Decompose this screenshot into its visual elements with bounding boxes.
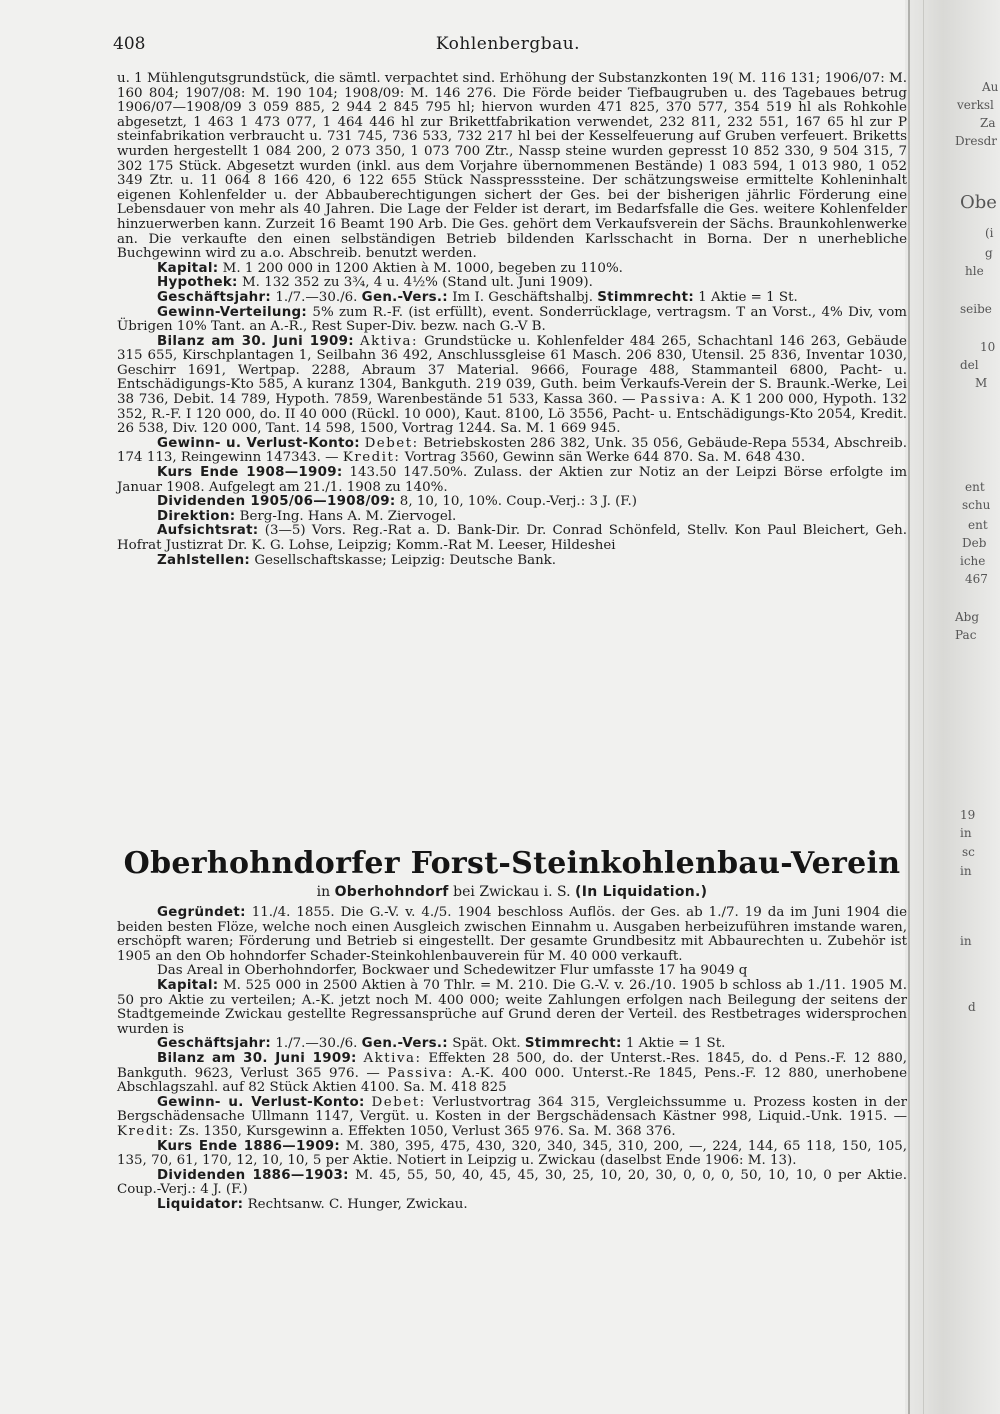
geschaeftsjahr-label: Geschäftsjahr: xyxy=(157,289,272,305)
liquidation-status: (In Liquidation.) xyxy=(575,884,708,900)
margin-fragment: del xyxy=(960,358,979,372)
aufsichtsrat-text: (3—5) Vors. Reg.-Rat a. D. Bank-Dir. Dr. Conrad Schönfeld, Stellv. Kon Paul Bleichert, Geh. Hofrat Justizrat Dr. K. G. Lohse, Leipzig; Komm.-Rat M. Leeser, Hildeshei xyxy=(117,523,907,553)
hypothek-text: M. 132 352 zu 3¾, 4 u. 4½% (Stand ult. Juni 1909). xyxy=(241,275,593,291)
passiva-label: Passiva: xyxy=(640,392,707,408)
passiva-text-2: A.-K. 400 000. Unterst.-Re 1845, Pens.-F. 12 880, unerhobene Abschlagszahl. auf 82 Stück Aktien 4100. Sa. M. 418 825 xyxy=(117,1065,907,1096)
stimmrecht-text-2: 1 Aktie = 1 St. xyxy=(625,1036,726,1052)
bilanz-line-2 xyxy=(117,1052,907,1096)
kurs-label: Kurs Ende 1908—1909: xyxy=(157,465,343,481)
margin-fragment: 10 xyxy=(980,340,996,354)
stimmrecht-label-2: Stimmrecht: xyxy=(524,1036,622,1052)
passiva-text: A. K 1 200 000, Hypoth. 132 352, R.-F. I 120 000, do. II 40 000 (Rückl. 10 000), Kaut. 8100, Lö 3556, Pacht- u. Entschädigungs-Kto 2054, Kredit. 26 538, Div. 120 000, Tant. 14 598, 1500, Vortrag 1244. Sa. M. 1 669 945. xyxy=(117,392,908,437)
kredit-label-2: Kredit: xyxy=(117,1123,175,1139)
aktiva-label: Aktiva: xyxy=(360,333,419,349)
margin-fragment: g xyxy=(985,246,993,260)
dividenden-text-2: M. 45, 55, 50, 40, 45, 45, 30, 25, 10, 20, 30, 0, 0, 0, 50, 10, 10, 0 per Aktie. Coup.-Verj.: 4 J. (F.) xyxy=(117,1167,907,1198)
margin-fragment: Za xyxy=(980,116,996,130)
dividenden-line xyxy=(117,495,907,510)
kredit-text: Vortrag 3560, Gewinn sän Werke 644 870. Sa. M. 648 430. xyxy=(404,450,806,466)
gewinn-verteilung-line xyxy=(117,306,907,335)
guv-line xyxy=(117,437,907,466)
stimmrecht-text: 1 Aktie = 1 St. xyxy=(698,289,798,305)
gewinn-verteilung-label: Gewinn-Verteilung: xyxy=(157,304,308,320)
kapital-line xyxy=(117,262,907,277)
passiva-label-2: Passiva: xyxy=(387,1065,454,1081)
kurs-text-2: M. 380, 395, 475, 430, 320, 340, 345, 310, 200, —, 224, 144, 65 118, 150, 105, 135, 70, 61, 170, 12, 10, 10, 5 per Aktie. Notiert in Leipzig u. Zwickau (daselbst Ende 1906: M. 13). xyxy=(117,1138,908,1169)
binding-shadow-secondary xyxy=(923,0,924,1414)
kapital-line-2 xyxy=(117,979,907,1037)
margin-fragment: hle xyxy=(965,264,984,278)
zahlstellen-label: Zahlstellen: xyxy=(157,552,251,568)
direktion-text: Berg-Ing. Hans A. M. Ziervogel. xyxy=(239,508,457,524)
dividenden-label: Dividenden 1905/06—1908/09: xyxy=(157,494,396,510)
liquidator-label: Liquidator: xyxy=(157,1196,244,1212)
margin-fragment: M xyxy=(975,376,988,390)
company-title: Oberhohndorfer Forst-Steinkohlenbau-Verein xyxy=(123,846,901,881)
bilanz-label: Bilanz am 30. Juni 1909: xyxy=(157,333,354,349)
stimmrecht-label: Stimmrecht: xyxy=(597,289,694,305)
kredit-text-2: Zs. 1350, Kursgewinn a. Effekten 1050, Verlust 365 976. Sa. M. 368 376. xyxy=(178,1123,676,1139)
margin-fragment: in xyxy=(960,864,972,878)
guv-line-2 xyxy=(117,1096,907,1140)
margin-fragment: 19 xyxy=(960,808,976,822)
margin-fragment: sc xyxy=(962,845,975,859)
subtitle-place: Oberhohndorf xyxy=(334,884,449,900)
subtitle-mid: bei Zwickau i. S. xyxy=(453,884,571,900)
direktion-line xyxy=(117,510,907,525)
running-title: Kohlenbergbau. xyxy=(435,34,581,54)
gegruendet-text: 11./4. 1855. Die G.-V. v. 4./5. 1904 beschloss Auflös. der Ges. ab 1./7. 19 da im Juni 1904 die beiden besten Flöze, welche noch einen Ausgleich zwischen Einnahm u. Ausgaben herbeizuführen imstande waren, erschöpft waren; Förderung und Betrieb si eingestellt. Der gesamte Grundbesitz mit Abbaurechten u. Zubehör ist 1905 an den Ob hohndorfer Schader-Steinkohlenbauverein für M. 40 000 verkauft. xyxy=(117,905,907,964)
bilanz-line xyxy=(117,335,907,437)
margin-fragment: in xyxy=(960,826,972,840)
margin-fragment: Au xyxy=(982,80,999,94)
kurs-text: 143.50 147.50%. Zulass. der Aktien zur Notiz an der Leipzi Börse erfolgte im Januar 1908. Aufgelegt am 21./1. 1908 zu 140%. xyxy=(117,465,908,495)
margin-fragment: verksl xyxy=(957,98,994,112)
kurs-label-2: Kurs Ende 1886—1909: xyxy=(157,1138,341,1154)
margin-fragment: seibe xyxy=(960,302,992,316)
gen-vers-label: Gen.-Vers.: xyxy=(361,289,448,305)
kapital-label-2: Kapital: xyxy=(157,977,219,993)
margin-fragment: 467 xyxy=(965,572,988,586)
guv-label: Gewinn- u. Verlust-Konto: xyxy=(157,435,360,451)
entry-intro: u. 1 Mühlengutsgrundstück, die sämtl. verpachtet sind. Erhöhung der Substanzkonten 19( M. 116 131; 1906/07: M. 160 804; 1907/08: M. 190 104; 1908/09: M. 146 276. Die Förde beider Tiefbaugruben u. des Tagebaues betrug 1906/07—1908/09 3 059 885, 2 944 2 845 795 hl; hiervon wurden 471 825, 370 577, 354 519 hl als Rohkohle abgesetzt, 1 463 1 473 077, 1 464 446 hl zur Brikettfabrikation verwendet, 232 811, 232 551, 167 65 hl zur P steinfabrikation verbraucht u. 731 745, 736 533, 732 217 hl bei der Kesselfeuerung auf Gruben verfeuert. Briketts wurden hergestellt 1 084 200, 2 073 350, 1 073 700 Ztr., Nassp steine wurden gepresst 10 852 330, 9 504 315, 7 302 175 Stück. Abgesetzt wurden (inkl. aus dem Vorjahre übernommenen Bestände) 1 083 594, 1 013 980, 1 052 349 Ztr. u. 11 064 8 166 420, 6 122 655 Stück Nasspresssteine. Der schätzungsweise ermittelte Kohleninhalt eigenen Kohlenfelder u. der Abbauberechtigungen sichert der Ges. bei der bisherigen jährlic Förderung eine Lebensdauer von mehr als 40 Jahren. Die Lage der Felder ist derart, im Bedarfsfalle die Ges. weitere Kohlenfelder hinzuerwerben kann. Zurzeit 16 Beamt 190 Arb. Die Ges. gehört dem Verkaufsverein der Sächs. Braunkohlenwerke an. Die verkaufte den einen selbständigen Betrieb bildenden Karlsschacht in Borna. Der n unerhebliche Buchgewinn wird zu a.o. Abschreib. benutzt werden. xyxy=(117,71,907,262)
debet-label-2: Debet: xyxy=(371,1094,426,1110)
margin-fragment: iche xyxy=(960,554,986,568)
kredit-label: Kredit: xyxy=(342,450,401,466)
direktion-label: Direktion: xyxy=(157,508,236,524)
page-number: 408 xyxy=(113,34,146,54)
areal-line: Das Areal in Oberhohndorfer, Bockwaer und Schedewitzer Flur umfasste 17 ha 9049 q xyxy=(157,963,748,979)
margin-fragment: d xyxy=(968,1000,976,1014)
kapital-label: Kapital: xyxy=(157,260,219,276)
margin-fragment: ent xyxy=(965,480,985,494)
liquidator-text: Rechtsanw. C. Hunger, Zwickau. xyxy=(247,1196,468,1212)
gegruendet-line xyxy=(117,906,907,964)
hypothek-label: Hypothek: xyxy=(157,275,238,291)
aufsichtsrat-line xyxy=(117,524,907,553)
company-entry-2 xyxy=(117,906,907,1212)
dividenden-line-2 xyxy=(117,1169,907,1198)
binding-shadow xyxy=(908,0,910,1414)
margin-fragment: in xyxy=(960,934,972,948)
dividenden-label-2: Dividenden 1886—1903: xyxy=(157,1167,349,1183)
margin-fragment: Pac xyxy=(955,628,977,642)
gen-vers-text-2: Spät. Okt. xyxy=(452,1036,521,1052)
margin-fragment: (i xyxy=(985,226,994,240)
bilanz-label-2: Bilanz am 30. Juni 1909: xyxy=(157,1050,357,1066)
kapital-text: M. 1 200 000 in 1200 Aktien à M. 1000, begeben zu 110%. xyxy=(222,260,623,276)
margin-fragment: Dresdr xyxy=(955,134,998,148)
aktiva-text-2: Effekten 28 500, do. der Unterst.-Res. 1845, do. d Pens.-F. 12 880, Bankguth. 9623, Verlust 365 976. — xyxy=(117,1050,907,1081)
margin-fragment: schu xyxy=(962,498,991,512)
geschaeftsjahr-text-2: 1./7.—30./6. xyxy=(275,1036,358,1052)
kurs-line xyxy=(117,466,907,495)
debet-label: Debet: xyxy=(364,435,419,451)
aktiva-label-2: Aktiva: xyxy=(363,1050,422,1066)
margin-fragment: Abg xyxy=(955,610,980,624)
company-entry-1 xyxy=(117,72,907,568)
debet-text-2: Verlustvortrag 364 315, Vergleichssumme u. Prozess kosten in der Bergschädensache Ullmann 1147, Vergüt. u. Kosten in der Bergschädensach Kästner 998, Liquid.-Unk. 1915. — xyxy=(117,1094,907,1125)
geschaeftsjahr-line-2 xyxy=(117,1037,907,1052)
guv-label-2: Gewinn- u. Verlust-Konto: xyxy=(157,1094,365,1110)
gen-vers-text: Im I. Geschäftshalbj. xyxy=(452,289,593,305)
margin-fragment: Obe xyxy=(960,192,997,213)
geschaeftsjahr-text: 1./7.—30./6. xyxy=(275,289,358,305)
dividenden-text: 8, 10, 10, 10%. Coup.-Verj.: 3 J. (F.) xyxy=(399,494,637,510)
debet-text: Betriebskosten 286 382, Unk. 35 056, Gebäude-Repa 5534, Abschreib. 174 113, Reingewinn 147343. — xyxy=(117,435,907,466)
zahlstellen-text: Gesellschaftskasse; Leipzig: Deutsche Bank. xyxy=(254,552,557,568)
zahlstellen-line xyxy=(117,554,907,569)
company-subtitle xyxy=(117,884,907,900)
gewinn-verteilung-text: 5% zum R.-F. (ist erfüllt), event. Sonderrücklage, vertragsm. T an Vorst., 4% Div, vom Übrigen 10% Tant. an A.-R., Rest Super-Div. bezw. nach G.-V B. xyxy=(117,304,907,335)
geschaeftsjahr-label-2: Geschäftsjahr: xyxy=(157,1036,272,1052)
liquidator-line xyxy=(117,1198,907,1213)
margin-fragment: Deb xyxy=(962,536,987,550)
geschaeftsjahr-line xyxy=(117,291,907,306)
subtitle-prefix: in xyxy=(316,884,331,900)
aufsichtsrat-label: Aufsichtsrat: xyxy=(157,523,259,539)
gen-vers-label-2: Gen.-Vers.: xyxy=(361,1036,448,1052)
hypothek-line xyxy=(117,276,907,291)
page-header xyxy=(113,34,903,60)
aktiva-text: Grundstücke u. Kohlenfelder 484 265, Schachtanl 146 263, Gebäude 315 655, Kirschplantagen 1, Seilbahn 36 492, Anschlussgleise 61 Masch. 206 830, Utensil. 25 836, Inventar 1030, Geschirr 1691, Wertpap. 2288, Abraum 37 Material. 9666, Fourage 488, Stammanteil 6800, Pacht- u. Entschädigungs-Kto 585, A kuranz 1304, Bankguth. 219 039, Guth. beim Verkaufs-Verein der S. Braunk.-Werke, Lei 38 736, Debit. 14 789, Hypoth. 7859, Warenbestände 51 533, Kassa 360. — xyxy=(117,333,907,408)
margin-fragment: ent xyxy=(968,518,988,532)
kapital-text-2: M. 525 000 in 2500 Aktien à 70 Thlr. = M. 210. Die G.-V. v. 26./10. 1905 b schloss ab 1./11. 1905 M. 50 pro Aktie zu verteilen; A.-K. jetzt noch M. 400 000; weite Zahlungen erfolgen nach Beilegung der seitens der Stadtgemeinde Zwickau gestellte Regressansprüche auf Grund deren der Verteil. des Restbetrages widersprochen wurden is xyxy=(117,977,907,1037)
gegruendet-label: Gegründet: xyxy=(157,905,246,920)
kurs-line-2 xyxy=(117,1140,907,1169)
